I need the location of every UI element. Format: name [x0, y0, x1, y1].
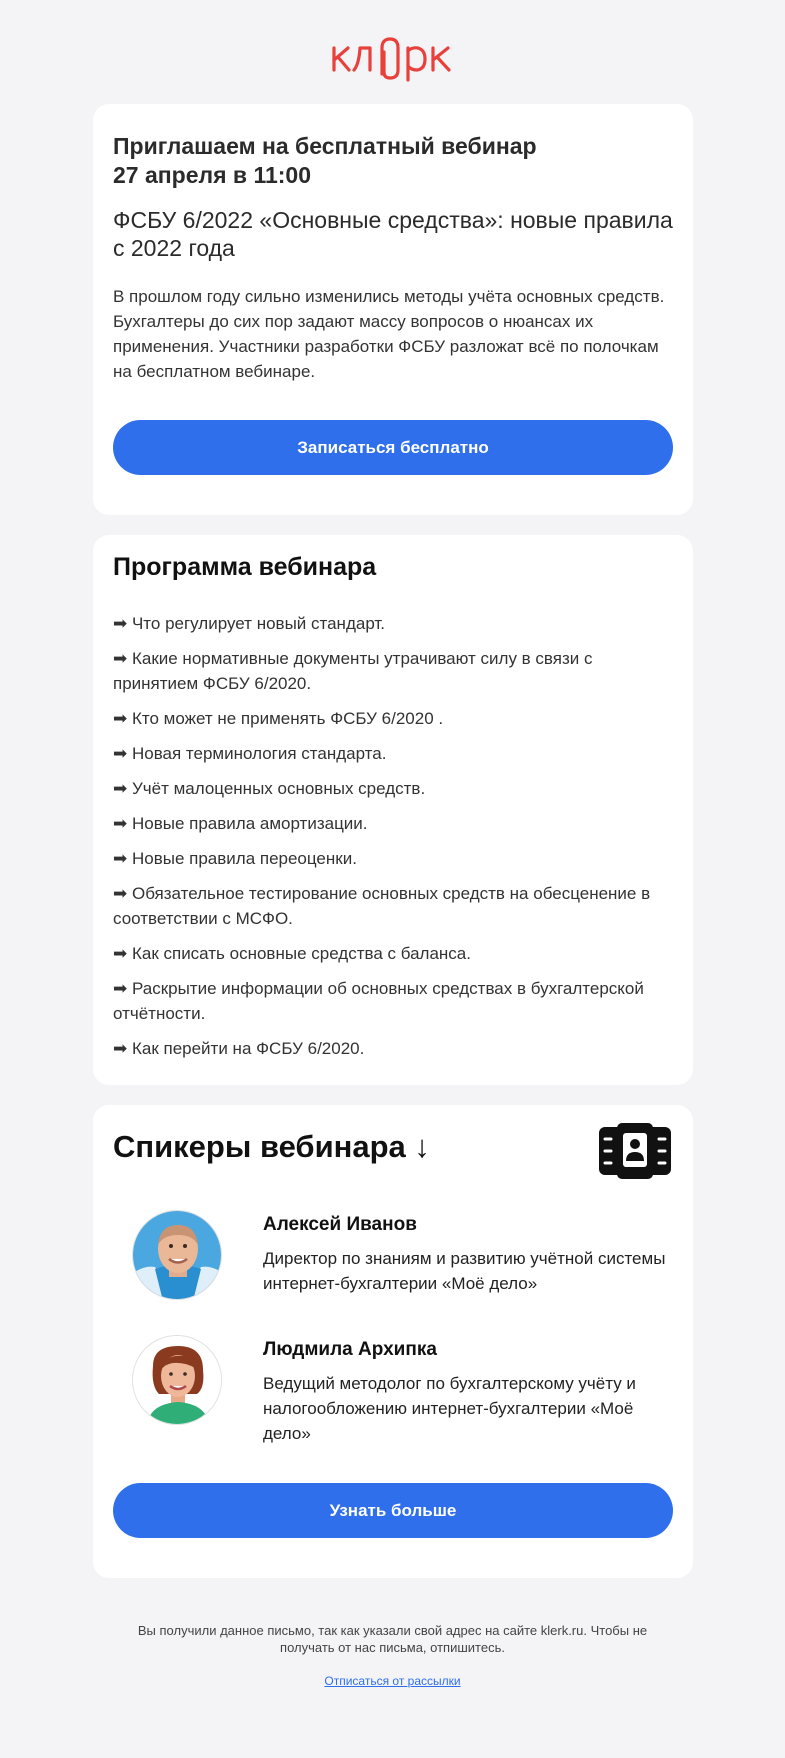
program-item: ➡ Обязательное тестирование основных средств на обесценение в соответствии с МСФО.	[113, 884, 651, 928]
unsubscribe-link[interactable]: Отписаться от рассылки	[324, 1674, 461, 1688]
program-card	[93, 535, 693, 1085]
program-item: ➡ Новые правила амортизации.	[113, 814, 368, 833]
speakers-card	[93, 1105, 693, 1578]
program-item: ➡ Кто может не применять ФСБУ 6/2020 .	[113, 709, 444, 728]
program-list	[113, 611, 673, 1071]
speaker-name: Алексей Иванов	[263, 1214, 417, 1235]
program-item: ➡ Учёт малоценных основных средств.	[113, 779, 426, 798]
program-title: Программа вебинара	[113, 553, 377, 581]
program-item: ➡ Новые правила переоценки.	[113, 849, 357, 868]
program-item: ➡ Раскрытие информации об основных средствах в бухгалтерской отчётности.	[113, 979, 644, 1023]
invite-heading	[113, 132, 673, 190]
speaker-role: Директор по знаниям и развитию учётной системы интернет-бухгалтерии «Моё дело»	[263, 1249, 666, 1293]
footer-notice: Вы получили данное письмо, так как указали свой адрес на сайте klerk.ru. Чтобы не получать от нас письма, отпишитесь.	[137, 1623, 648, 1655]
intro-text: В прошлом году сильно изменились методы учёта основных средств. Бухгалтеры до сих пор задают массу вопросов о нюансах их применения. Участники разработки ФСБУ разложат всё по полочкам на бесплатном вебинаре.	[113, 287, 665, 381]
speaker-name: Людмила Архипка	[263, 1339, 437, 1360]
program-item: ➡ Какие нормативные документы утрачивают силу в связи с принятием ФСБУ 6/2020.	[113, 649, 593, 693]
speakers-title: Спикеры вебинара ↓	[113, 1129, 430, 1164]
klerk-logo[interactable]	[0, 28, 785, 88]
invite-heading-date: 27 апреля в 11:00	[113, 162, 312, 188]
invite-card	[93, 104, 693, 515]
klerk-logo-mark	[332, 34, 454, 82]
program-item: ➡ Как перейти на ФСБУ 6/2020.	[113, 1039, 365, 1058]
learn-more-button[interactable]: Узнать больше	[113, 1483, 673, 1538]
program-item: ➡ Новая терминология стандарта.	[113, 744, 387, 763]
register-free-button[interactable]: Записаться бесплатно	[113, 420, 673, 475]
program-item: ➡ Как списать основные средства с баланса.	[113, 944, 471, 963]
program-item: ➡ Что регулирует новый стандарт.	[113, 614, 386, 633]
invite-heading-line1: Приглашаем на бесплатный вебинар	[113, 133, 537, 159]
contact-card-icon	[597, 1121, 673, 1181]
webinar-topic: ФСБУ 6/2022 «Основные средства»: новые правила с 2022 года	[113, 207, 673, 261]
avatar	[132, 1335, 222, 1425]
speaker-role: Ведущий методолог по бухгалтерскому учёту и налогообложению интернет-бухгалтерии «Моё дело»	[263, 1374, 636, 1443]
avatar	[132, 1210, 222, 1300]
